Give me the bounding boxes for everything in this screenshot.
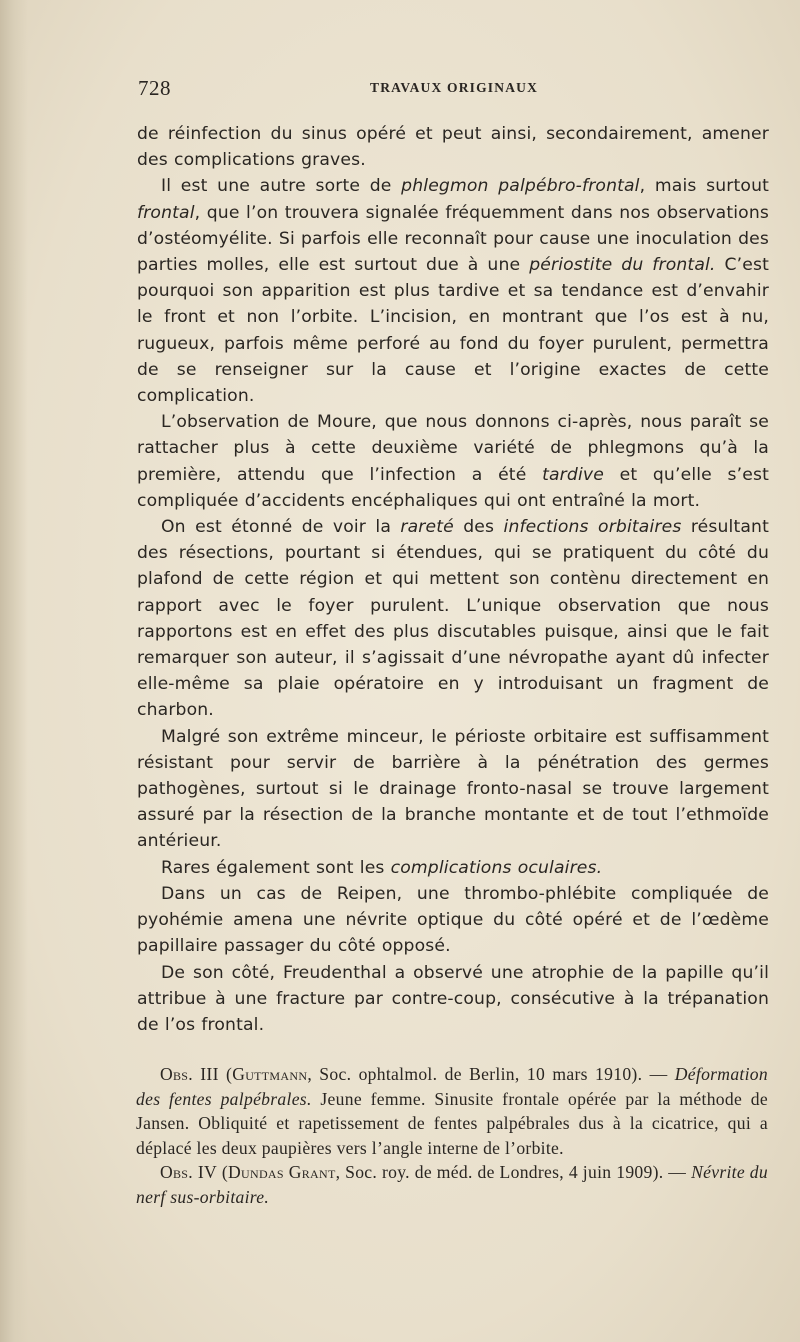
- paragraph: [137, 960, 769, 1039]
- italic-term: tardive: [542, 464, 604, 485]
- text-run: des: [453, 517, 504, 538]
- text-run: Rares également sont les: [161, 857, 391, 878]
- text-run: , Soc. roy. de méd. de Londres, 4 juin 1909). —: [335, 1162, 692, 1183]
- author-name: Dundas Grant: [228, 1162, 336, 1183]
- observation-title: Déformation des fentes palpébrales.: [136, 1064, 768, 1109]
- text-run: et qu’elle s’est compliquée d’accidents encéphaliques qui ont entraîné la mort.: [137, 464, 769, 511]
- paragraph: [137, 855, 769, 881]
- text-run: , mais surtout: [639, 176, 770, 197]
- italic-term: complications oculaires.: [390, 857, 603, 878]
- text-run: De son côté, Freudenthal a observé une atrophie de la papille qu’il attribue à une fracture par contre-coup, consécutive à la trépanation de l’os frontal.: [137, 962, 769, 1035]
- observation-label: Obs. III: [160, 1064, 219, 1084]
- paragraph: [137, 409, 769, 514]
- paragraph: [137, 121, 769, 173]
- text-run: de réinfection du sinus opéré et peut ainsi, secondairement, amener des complications graves.: [137, 124, 769, 171]
- observations-block: [136, 1062, 768, 1210]
- page-binding-shadow: [0, 0, 28, 1342]
- text-run: Malgré son extrême minceur, le périoste orbitaire est suffisamment résistant pour servir de barrière à la pénétration des germes pathogènes, surtout si le drainage fronto-nasal se trouve largement assuré par la résection de la branche montante et de tout l’ethmoïde antérieur.: [137, 726, 769, 852]
- page-number: 728: [138, 76, 171, 100]
- observation-label: Obs. IV: [160, 1162, 217, 1183]
- italic-term: rareté: [400, 517, 454, 538]
- author-name: Guttmann: [232, 1064, 308, 1084]
- text-run: (: [218, 1064, 233, 1084]
- text-run: C’est pourquoi son apparition est plus tardive et sa tendance est d’envahir le front et non l’orbite. L’incision, en montrant que l’os est à nu, rugueux, parfois même perforé au fond du foyer purulent, permettra de se renseigner sur la cause et l’origine exactes de cette complication.: [137, 255, 769, 407]
- text-run: Dans un cas de Reipen, une thrombo-phlébite compliquée de pyohémie amena une névrite optique du côté opéré et de l’œdème papillaire passager du côté opposé.: [137, 883, 769, 957]
- paragraph: [137, 173, 769, 409]
- observation-entry: [136, 1160, 768, 1209]
- text-run: , Soc. ophtalmol. de Berlin, 10 mars 1910). —: [307, 1064, 675, 1084]
- text-run: On est étonné de voir la: [161, 517, 401, 538]
- text-run: Jeune femme. Sinusite frontale opérée par la méthode de Jansen. Obliquité et rapetissement de fentes palpébrales dus à la cicatrice, qui a déplacé les deux paupières vers l’angle interne de l’orbite.: [136, 1088, 768, 1158]
- text-run: résultant des résections, pourtant si étendues, qui se pratiquent du côté du plafond de cette région et qui mettent son contènu directement en rapport avec le foyer purulent. L’unique observation que nous rapportons est en effet des plus discutables puisque, ainsi que le fait remarquer son auteur, il s’agissait d’une névropathe ayant dû infecter elle-même sa plaie opératoire en y introduisant un fragment de charbon.: [137, 517, 769, 721]
- text-run: Il est une autre sorte de: [161, 176, 402, 197]
- paragraph: [137, 724, 769, 855]
- italic-term: infections orbitaires: [503, 517, 682, 538]
- page-header: [138, 76, 768, 102]
- text-run: , que l’on trouvera signalée fréquemment dans nos observations d’ostéomyélite. Si parfois elle reconnaît pour cause une inoculation des parties molles, elle est surtout due à une: [137, 202, 769, 276]
- italic-term: phlegmon palpébro-frontal: [401, 176, 640, 197]
- paragraph: [137, 514, 769, 724]
- italic-term: frontal: [137, 202, 195, 223]
- paragraph: [137, 881, 769, 960]
- running-title: TRAVAUX ORIGINAUX: [370, 80, 539, 95]
- body-text: [137, 121, 769, 1038]
- observation-entry: [136, 1062, 768, 1160]
- observation-title: Névrite du nerf sus-orbitaire.: [136, 1162, 768, 1207]
- text-run: L’observation de Moure, que nous donnons ci-après, nous paraît se rattacher plus à cette deuxième variété de phlegmons qu’à la première, attendu que l’infection a été: [137, 412, 769, 485]
- text-run: (: [217, 1162, 229, 1183]
- italic-term: périostite du frontal.: [529, 255, 716, 276]
